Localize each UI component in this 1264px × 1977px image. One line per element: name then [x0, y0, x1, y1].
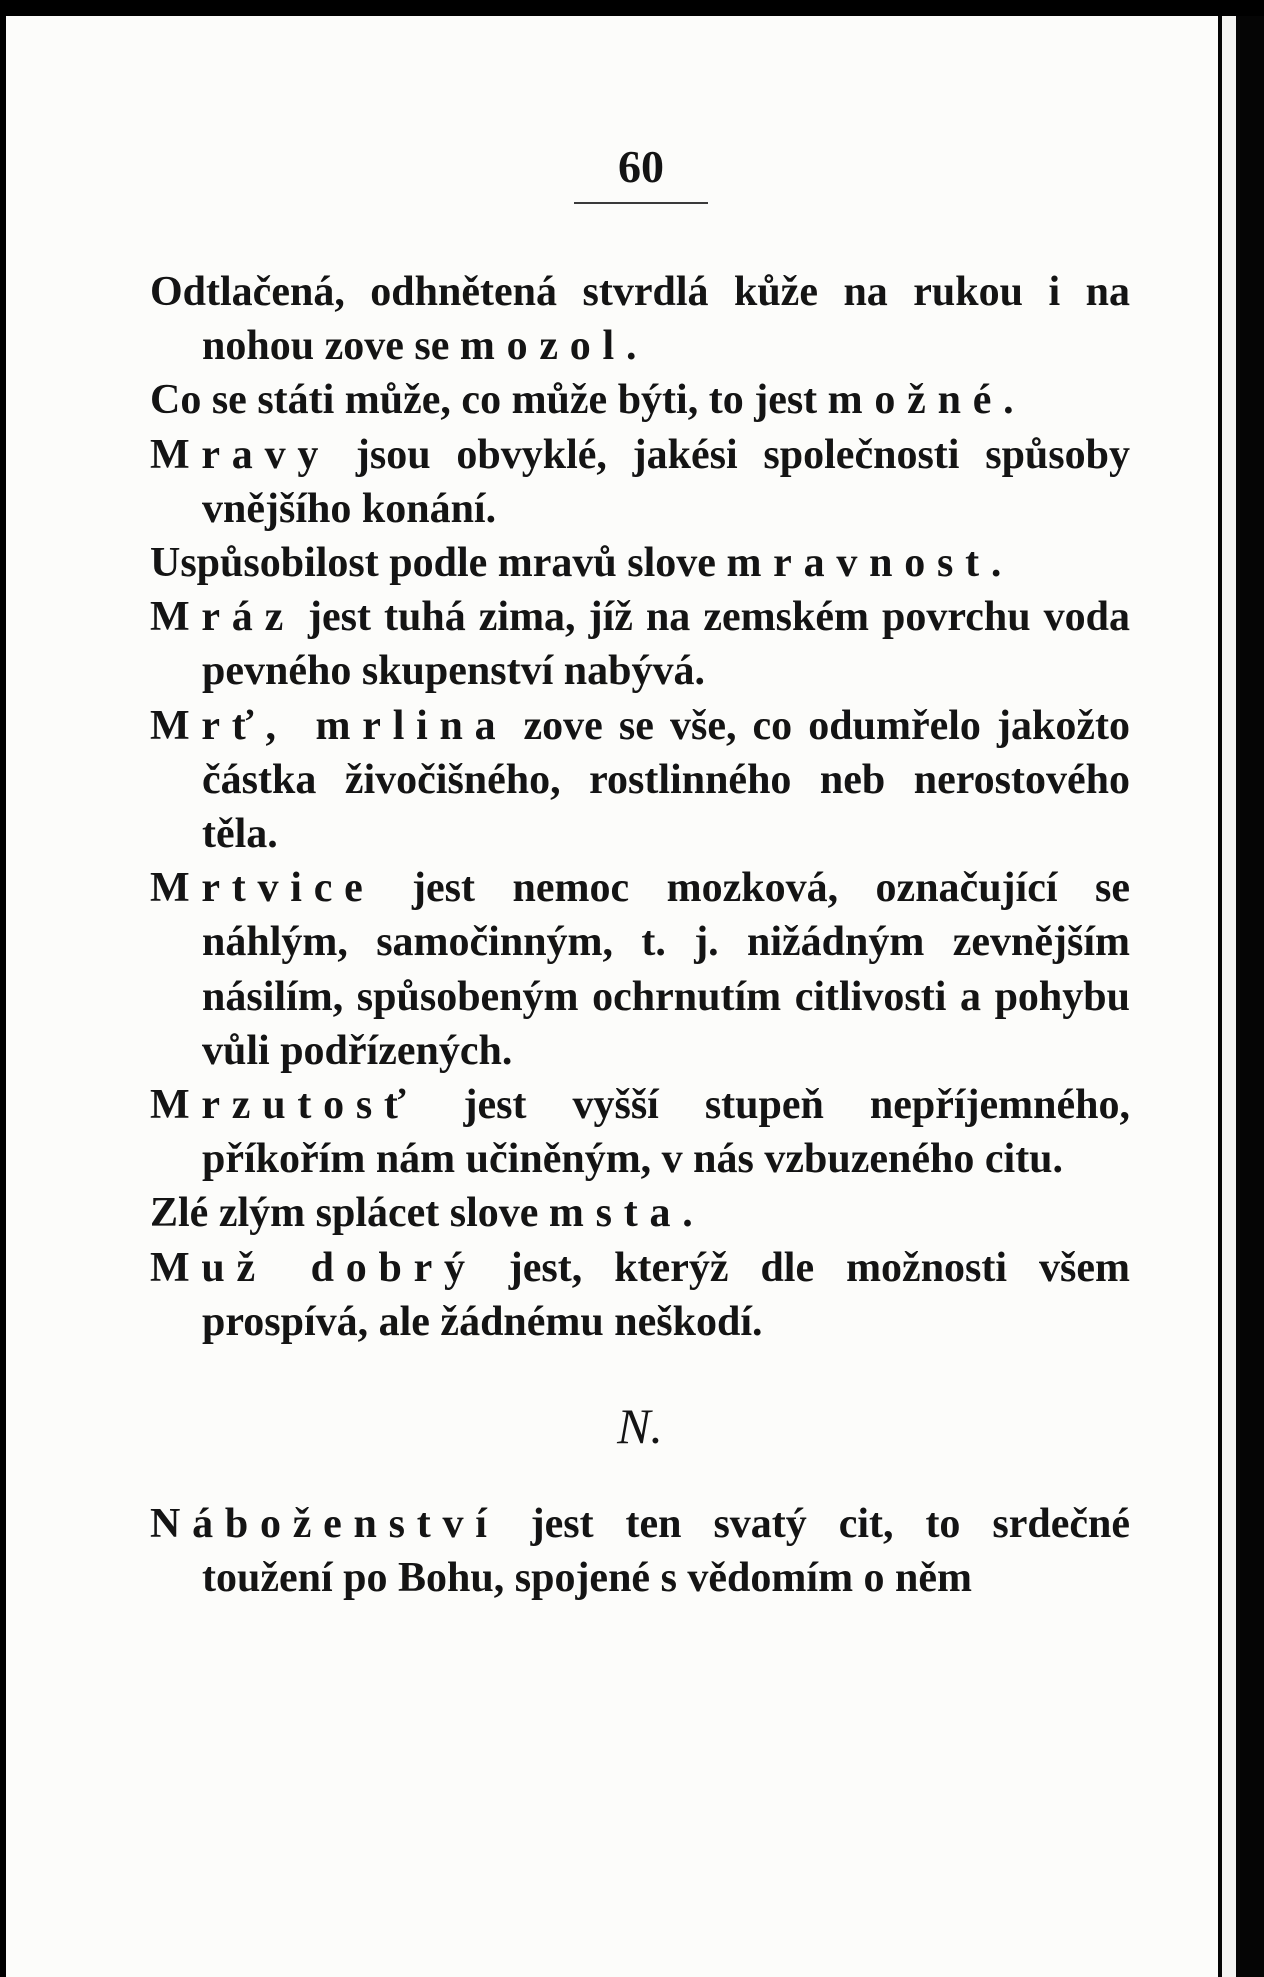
entry-text: zove se vše, co odumřelo jakožto částka živočišného, rostlinného neb nerostového těla. [202, 702, 1130, 858]
entry-text: . [625, 323, 637, 370]
section-heading: N. [617, 1398, 663, 1455]
entry-text: Uspůsobilost podle mravů slove [150, 540, 727, 587]
entry-term: Muž dobrý [150, 1244, 477, 1291]
dictionary-entry [150, 590, 1130, 698]
entry-term: mozol [459, 323, 626, 370]
entry-text: Zlé zlým splácet slove [150, 1190, 549, 1237]
entry-text: jest, kterýž dle možnosti všem prospívá, ale žádnému neškodí. [202, 1244, 1130, 1345]
entry-text: jest nemoc mozková, označující se náhlým, samočinným, t. j. nižádným zevnějším násilím, spůsobeným ochrnutím citlivosti a pohybu vůli podřízených. [202, 865, 1130, 1074]
dictionary-entry [150, 428, 1130, 536]
entry-text: jest ten svatý cit, to srdečné toužení po Bohu, spojené s vědomím o něm [202, 1501, 1130, 1602]
adjacent-page-edge [1222, 16, 1236, 1977]
dictionary-entry [150, 699, 1130, 862]
entry-text: . [682, 1190, 693, 1237]
entry-term: msta [548, 1190, 683, 1237]
entries-list-m [150, 265, 1130, 1349]
entry-text: . [1003, 377, 1014, 424]
dictionary-entry [150, 373, 1130, 427]
dictionary-text [150, 265, 1130, 1606]
dictionary-entry [150, 536, 1130, 590]
dictionary-entry [150, 861, 1130, 1078]
dictionary-entry [150, 1241, 1130, 1349]
entry-term: Mrtvice [150, 865, 375, 912]
entry-term: Mravy [150, 431, 331, 478]
page-number-rule [574, 202, 708, 204]
entry-term: Mrzutosť [150, 1082, 418, 1129]
entry-text: jsou obvyklé, jakési společnosti spůsoby vnějšího konání. [202, 431, 1130, 532]
page-number: 60 [618, 141, 664, 192]
dictionary-entry [150, 1497, 1130, 1605]
entry-text: . [990, 540, 1002, 587]
entry-term: možné [827, 377, 1004, 424]
dictionary-entry [150, 265, 1130, 373]
entry-term: Mrť, mrlina [150, 702, 508, 749]
entry-text: Co se státi může, co může býti, to jest [150, 377, 828, 424]
entry-text: jest vyšší stupeň nepříjemného, příkořím nám učiněným, v nás vzbuzeného citu. [202, 1082, 1130, 1183]
dictionary-entry [150, 1186, 1130, 1240]
dictionary-entry [150, 1078, 1130, 1186]
entry-text: Odtlačená, odhnětená stvrdlá kůže na rukou i na nohou zove se [150, 269, 1130, 370]
entries-list-n [150, 1497, 1130, 1605]
entry-term: mravnost [726, 540, 991, 587]
entry-text: jest tuhá zima, jíž na zemském povrchu voda pevného skupenství nabývá. [202, 594, 1130, 695]
entry-term: Mráz [150, 594, 295, 641]
entry-term: Náboženství [150, 1501, 499, 1548]
